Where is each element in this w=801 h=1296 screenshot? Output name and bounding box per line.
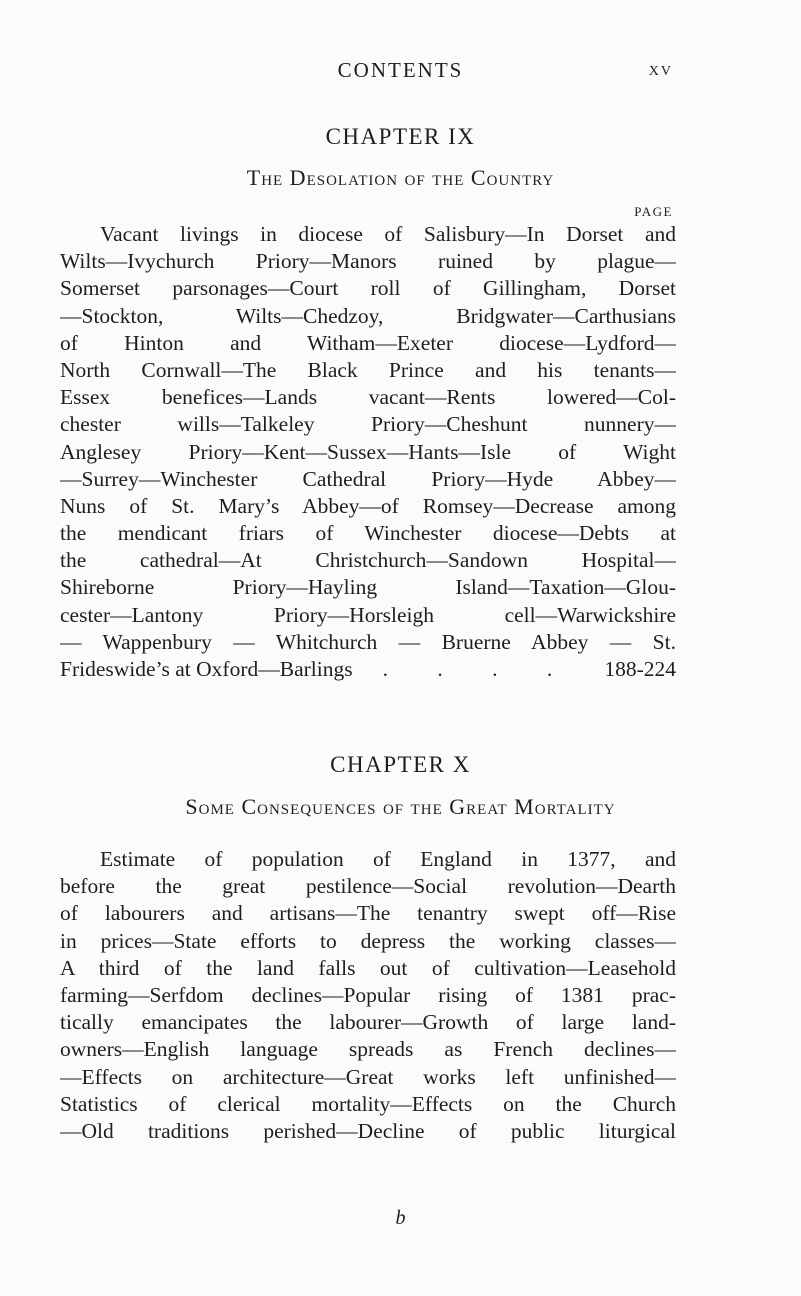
summary-line: — Wappenbury — Whitchurch — Bruerne Abbey — St.	[60, 629, 676, 654]
page-number: XV	[648, 64, 673, 79]
running-head	[0, 58, 801, 88]
summary-line: —Effects on architecture—Great works left unfinished—	[60, 1064, 676, 1089]
dot-leader: . . . .	[382, 657, 575, 681]
chapter-summary	[60, 221, 676, 683]
summary-line: A third of the land falls out of cultivation—Leasehold	[60, 955, 676, 980]
summary-line: the cathedral—At Christchurch—Sandown Hospital—	[60, 548, 676, 573]
running-title: CONTENTS	[337, 58, 464, 82]
summary-line: Anglesey Priory—Kent—Sussex—Hants—Isle of Wight	[60, 439, 676, 464]
summary-line: North Cornwall—The Black Prince and his tenants—	[60, 357, 676, 382]
chapter-heading: CHAPTER IX	[325, 124, 476, 149]
summary-line: tically emancipates the labourer—Growth of large land-	[60, 1010, 676, 1035]
summary-line: of labourers and artisans—The tenantry swept off—Rise	[60, 901, 676, 926]
summary-line: owners—English language spreads as French declines—	[60, 1037, 676, 1062]
summary-line: Somerset parsonages—Court roll of Gillingham, Dorset	[60, 276, 676, 301]
signature-mark: b	[395, 1207, 406, 1229]
chapter-heading: CHAPTER X	[330, 752, 471, 777]
chapter-subtitle: Some Consequences of the Great Mortality	[185, 794, 616, 819]
summary-line: —Old traditions perished—Decline of public liturgical	[60, 1118, 676, 1143]
summary-line: Statistics of clerical mortality—Effects on the Church	[60, 1091, 676, 1116]
summary-line: —Stockton, Wilts—Chedzoy, Bridgwater—Carthusians	[60, 303, 676, 328]
summary-line: Wilts—Ivychurch Priory—Manors ruined by plague—	[60, 249, 676, 274]
summary-line: Estimate of population of England in 1377, and	[100, 847, 676, 871]
chapter-subtitle: The Desolation of the Country	[246, 165, 555, 190]
summary-line: Vacant livings in diocese of Salisbury—In Dorset and	[100, 222, 676, 246]
summary-line: the mendicant friars of Winchester diocese—Debts at	[60, 521, 676, 546]
page-range: 188-224	[604, 657, 676, 681]
summary-line: in prices—State efforts to depress the working classes—	[60, 928, 676, 953]
summary-line: chester wills—Talkeley Priory—Cheshunt nunnery—	[60, 412, 676, 437]
page-column-label: PAGE	[634, 204, 673, 219]
summary-line: —Surrey—Winchester Cathedral Priory—Hyde Abbey—	[60, 466, 676, 491]
summary-line: Shireborne Priory—Hayling Island—Taxation—Glou-	[60, 575, 676, 600]
summary-line: of Hinton and Witham—Exeter diocese—Lydford—	[60, 330, 676, 355]
summary-last-line	[60, 656, 676, 683]
summary-line-text: Frideswide’s at Oxford—Barlings	[60, 657, 353, 681]
summary-line: farming—Serfdom declines—Popular rising of 1381 prac-	[60, 982, 676, 1007]
summary-line: cester—Lantony Priory—Horsleigh cell—Warwickshire	[60, 602, 676, 627]
summary-line: Nuns of St. Mary’s Abbey—of Romsey—Decrease among	[60, 493, 676, 518]
summary-line: Essex benefices—Lands vacant—Rents lowered—Col-	[60, 385, 676, 410]
chapter-summary	[60, 846, 676, 1145]
summary-line: before the great pestilence—Social revolution—Dearth	[60, 874, 676, 899]
